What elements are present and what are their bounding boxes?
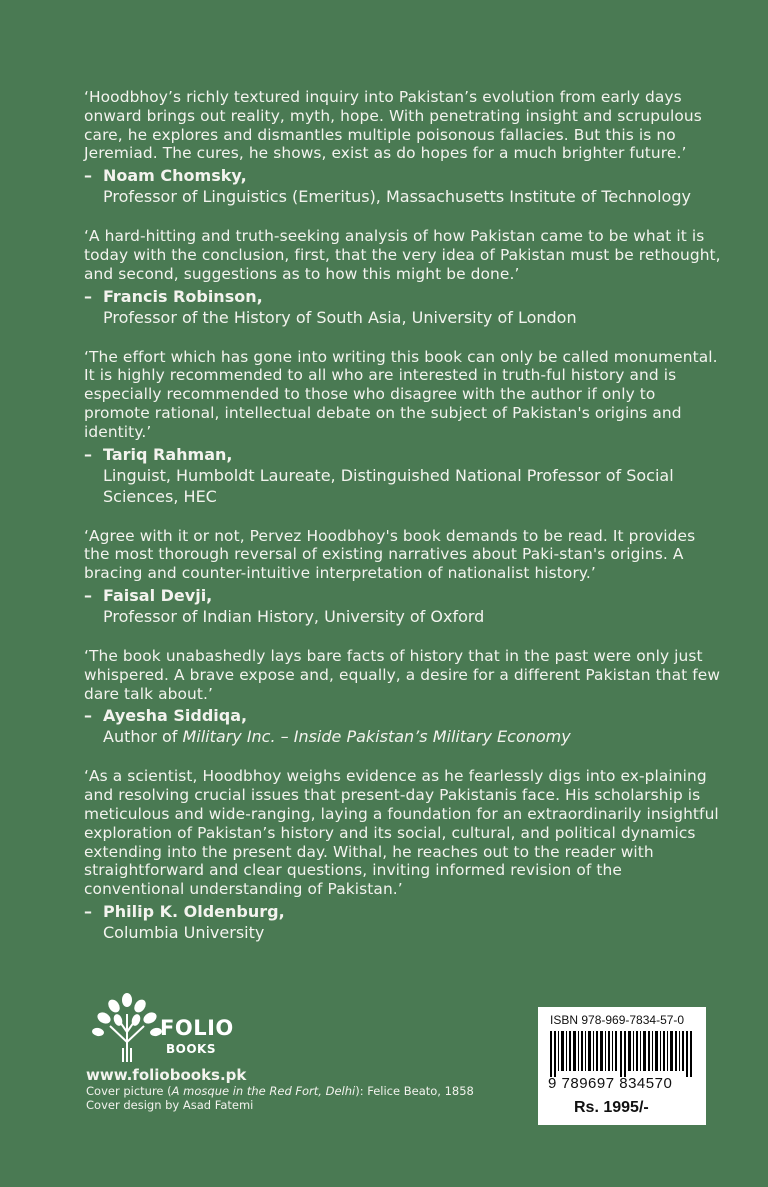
reviewer-title: Professor of Linguistics (Emeritus), Massachusetts Institute of Technology bbox=[103, 187, 691, 207]
book-title: Military Inc. – Inside Pakistan’s Military Economy bbox=[182, 727, 571, 747]
credit-title: A mosque in the Red Fort, Delhi bbox=[171, 1084, 356, 1098]
review-quote: ‘Agree with it or not, Pervez Hoodbhoy's book demands to be read. It provides the most thorough reversal of existing narratives about Paki-stan's origins. A bracing and counter-intuitive interpretation of nationalist history.’ bbox=[84, 526, 696, 583]
review-oldenburg bbox=[84, 767, 724, 943]
reviewer-name: Noam Chomsky, bbox=[103, 166, 247, 186]
attribution-dash: – bbox=[84, 706, 92, 726]
reviewer-title: Professor of Indian History, University of Oxford bbox=[103, 606, 485, 626]
attribution-dash: – bbox=[84, 901, 92, 921]
review-devji bbox=[84, 527, 724, 627]
review-attribution bbox=[84, 585, 724, 627]
reviewer-title bbox=[103, 726, 724, 747]
reviewer-name: Ayesha Siddiqa, bbox=[103, 706, 248, 726]
review-quote: ‘The book unabashedly lays bare facts of history that in the past were only just whispered. A brave expose and, equally, a desire for a different Pakistan that few dare talk about.’ bbox=[84, 646, 721, 703]
review-attribution bbox=[84, 901, 724, 943]
barcode-bars bbox=[550, 1031, 694, 1077]
logo-wordmark: FOLIO bbox=[160, 1016, 234, 1040]
publisher-website[interactable]: www.foliobooks.pk bbox=[86, 1066, 247, 1084]
reviewer-title: Linguist, Humboldt Laureate, Distinguished National Professor of Social Sciences, HEC bbox=[103, 465, 674, 506]
attribution-dash: – bbox=[84, 286, 92, 306]
isbn-label: ISBN 978-969-7834-57-0 bbox=[550, 1013, 685, 1027]
review-attribution bbox=[84, 705, 724, 747]
review-quote: ‘As a scientist, Hoodbhoy weighs evidence as he fearlessly digs into ex-plaining and resolving crucial issues that present-day Pakistanis face. His scholarship is meticulous and wide-ranging, laying a foundation for an extraordinarily insightful exploration of Pakistan’s history and its social, cultural, and political dynamics extending into the present day. Withal, he reaches out to the reader with straightforward and clear questions, inviting informed revision of the conventional understanding of Pakistan.’ bbox=[84, 767, 719, 899]
publisher-info bbox=[86, 992, 526, 1112]
review-quote: ‘Hoodbhoy’s richly textured inquiry into Pakistan’s evolution from early days onward brings out reality, myth, hope. With penetrating insight and scrupulous care, he explores and dismantles multiple poisonous fallacies. But this is no Jeremiad. The cures, he shows, exist as do hopes for a much brighter future.’ bbox=[84, 88, 702, 163]
cover-picture-credit bbox=[86, 1084, 526, 1098]
credit-prefix: Cover picture ( bbox=[86, 1084, 172, 1098]
review-quote: ‘The effort which has gone into writing this book can only be called monumental. It is highly recommended to all who are interested in truth-ful history and is especially recommended to those who disagree with the author if only to promote rational, intellectual debate on the subject of Pakistan's origins and identity.’ bbox=[84, 347, 718, 441]
review-robinson bbox=[84, 227, 724, 327]
barcode-number: 9 789697 834570 bbox=[548, 1075, 673, 1092]
review-rahman bbox=[84, 348, 724, 507]
credit-suffix: ): Felice Beato, 1858 bbox=[355, 1084, 474, 1098]
reviewer-name: Philip K. Oldenburg, bbox=[103, 901, 285, 921]
title-prefix: Author of bbox=[103, 727, 183, 747]
review-quote: ‘A hard-hitting and truth-seeking analysis of how Pakistan came to be what it is today with the conclusion, first, that the very idea of Pakistan must be rethought, and second, suggestions as to how this might be done.’ bbox=[84, 227, 721, 283]
attribution-dash: – bbox=[84, 444, 92, 464]
barcode-panel bbox=[538, 1007, 706, 1125]
attribution-dash: – bbox=[84, 585, 92, 605]
review-siddiqa bbox=[84, 647, 724, 747]
review-attribution bbox=[84, 444, 724, 507]
reviewer-title: Columbia University bbox=[103, 922, 265, 942]
reviewer-name: Tariq Rahman, bbox=[103, 444, 233, 464]
price-label: Rs. 1995/- bbox=[574, 1099, 649, 1116]
review-chomsky bbox=[84, 88, 724, 207]
cover-design-credit: Cover design by Asad Fatemi bbox=[86, 1098, 254, 1112]
reviews-section bbox=[84, 88, 724, 963]
review-attribution bbox=[84, 286, 724, 328]
reviewer-name: Francis Robinson, bbox=[103, 286, 263, 306]
reviewer-title: Professor of the History of South Asia, University of London bbox=[103, 307, 577, 327]
folio-logo bbox=[86, 992, 246, 1062]
attribution-dash: – bbox=[84, 166, 92, 186]
logo-subtitle: BOOKS bbox=[166, 1042, 216, 1056]
tree-logo-icon bbox=[92, 992, 162, 1064]
review-attribution bbox=[84, 165, 724, 207]
reviewer-name: Faisal Devji, bbox=[103, 585, 213, 605]
